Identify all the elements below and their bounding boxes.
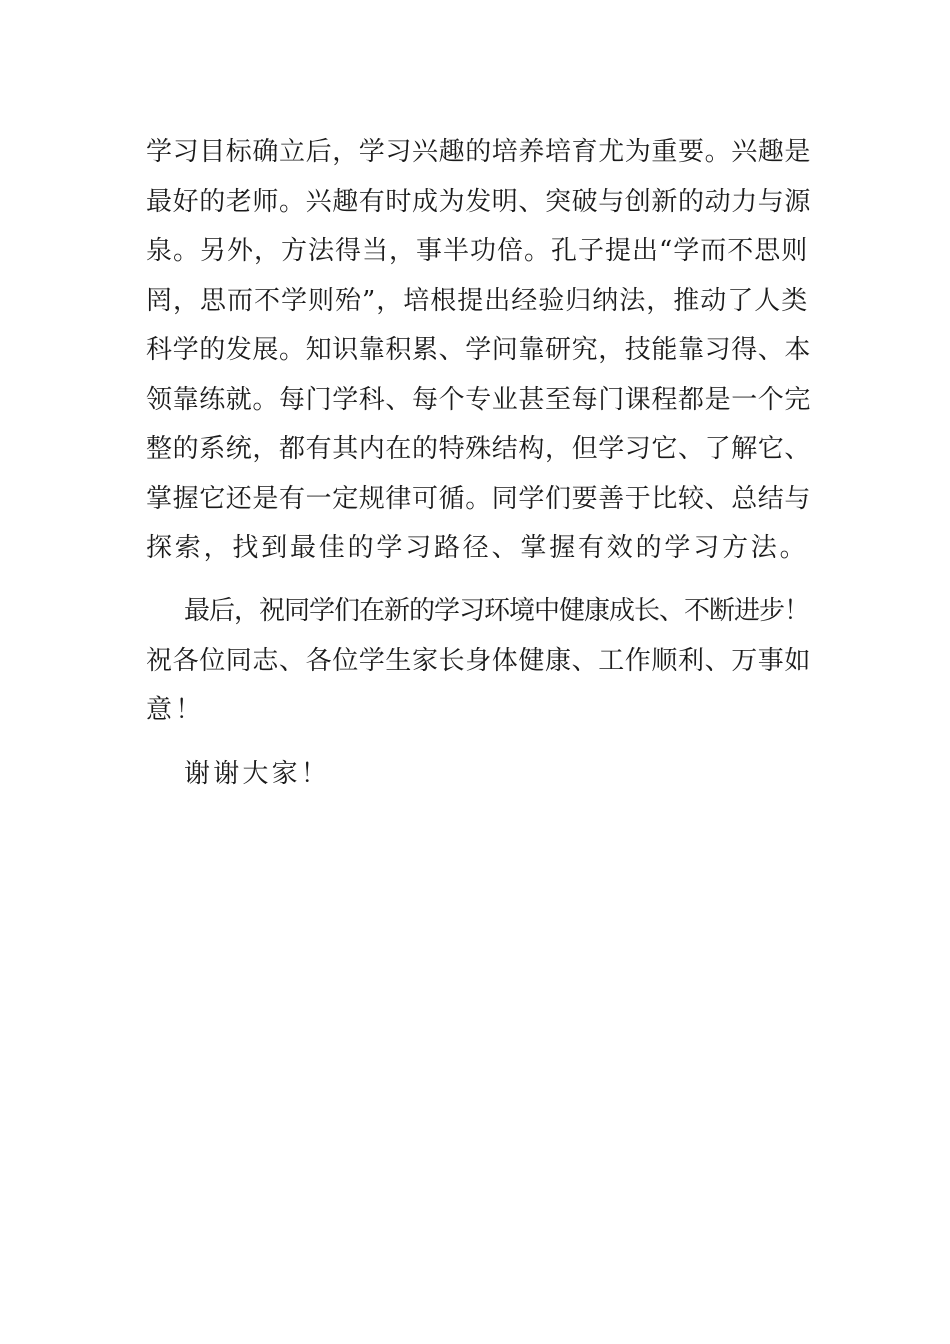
paragraph-line: 整的系统，都有其内在的特殊结构，但学习它、了解它、 [146,434,812,464]
paragraph-study-methods [146,128,810,574]
paragraph-closing-wishes [146,587,810,736]
paragraph-line: 领靠练就。每门学科、每个专业甚至每门课程都是一个完 [146,384,812,415]
paragraph-line: 罔，思而不学则殆”，培根提出经验归纳法，推动了人类 [146,285,809,316]
paragraph-line: 掌握它还是有一定规律可循。同学们要善于比较、总结与 [146,483,812,514]
paragraph-line: 科学的发展。知识靠积累、学问靠研究，技能靠习得、本 [146,335,812,365]
paragraph-line: 泉。另外，方法得当，事半功倍。孔子提出“学而不思则 [146,236,809,266]
paragraph-thanks [146,750,810,800]
paragraph-line: 谢谢大家！ [184,759,331,789]
paragraph-line: 祝各位同志、各位学生家长身体健康、工作顺利、万事如 [146,645,812,676]
paragraph-line: 意！ [146,695,205,725]
paragraph-line: 学习目标确立后，学习兴趣的培养培育尤为重要。兴趣是 [146,137,812,167]
paragraph-line: 探索，找到最佳的学习路径、掌握有效的学习方法。 [146,533,809,563]
paragraph-line: 最好的老师。兴趣有时成为发明、突破与创新的动力与源 [146,186,812,217]
paragraph-line: 最后，祝同学们在新的学习环境中健康成长、不断进步！ [184,596,810,626]
